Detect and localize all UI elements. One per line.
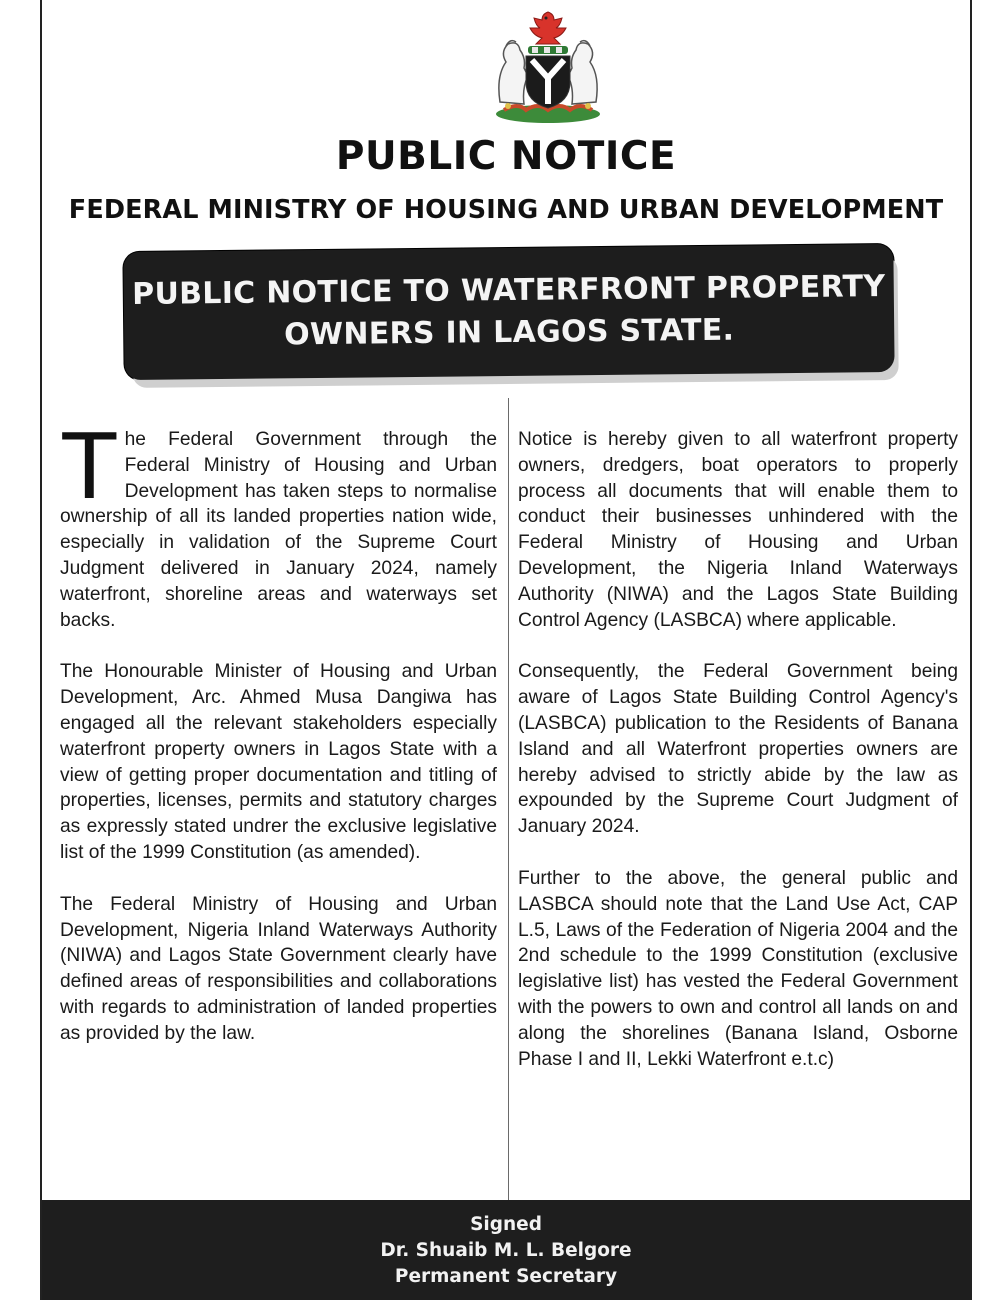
- left-column: [60, 412, 497, 1073]
- drop-cap: T: [60, 412, 119, 519]
- signed-label: Signed: [470, 1214, 542, 1235]
- right-column: [518, 427, 958, 1098]
- notice-page: [40, 0, 972, 1300]
- left-paragraph-3: The Federal Ministry of Housing and Urban Development, Nigeria Inland Waterways Authority (NIWA) and Lagos State Government clearly have defined areas of responsibilities and collaborations with regards to administration of landed properties as provided by the law.: [60, 893, 497, 1044]
- signatory-position: Permanent Secretary: [394, 1266, 618, 1287]
- right-paragraph-2: Consequently, the Federal Government being aware of Lagos State Building Control Agency's (LASBCA) publication to the Residents of Banana Island and all Waterfront properties owners are hereby advised to strictly abide by the law as expounded by the Supreme Court Judgment of January 2024.: [518, 661, 958, 838]
- notice-banner: [123, 244, 894, 380]
- signatory-name: Dr. Shuaib M. L. Belgore: [380, 1240, 632, 1261]
- left-paragraph-2: The Honourable Minister of Housing and Urban Development, Arc. Ahmed Musa Dangiwa has engaged all the relevant stakeholders especially waterfront property owners in Lagos State with a view of getting proper documentation and titling of properties, licenses, permits and statutory charges as expressly stated undrer the exclusive legislative list of the 1999 Constitution (as amended).: [60, 661, 497, 863]
- signature-footer: [42, 1200, 970, 1300]
- ministry-name: FEDERAL MINISTRY OF HOUSING AND URBAN DEVELOPMENT: [68, 195, 944, 225]
- coat-of-arms-icon: [478, 6, 618, 128]
- left-paragraph-1: [60, 412, 497, 633]
- banner-line-1: PUBLIC NOTICE TO WATERFRONT PROPERTY: [132, 269, 886, 312]
- right-paragraph-3: Further to the above, the general public and LASBCA should note that the Land Use Act, CAP L.5, Laws of the Federation of Nigeria 2004 and the 2nd schedule to the 1999 Constitution (exclusive legislative list) has vested the Federal Government with the powers to own and control all lands on and along the shorelines (Banana Island, Osborne Phase I and II, Lekki Waterfront e.t.c): [518, 867, 958, 1070]
- column-divider: [508, 398, 509, 1200]
- left-paragraph-1-text: he Federal Government through the Federal Ministry of Housing and Urban Development has taken steps to normalise ownership of all its landed properties nation wide, especially in validation of the Supreme Court Judgment delivered in January 2024, namely waterfront, shoreline areas and waterways set backs.: [60, 429, 497, 631]
- banner-line-2: OWNERS IN LAGOS STATE.: [283, 312, 735, 353]
- right-paragraph-1: Notice is hereby given to all waterfront property owners, dredgers, boat operators to properly process all documents that will enable them to conduct their businesses unhindered with the Federal Ministry of Housing and Urban Development, the Nigeria Inland Waterways Authority (NIWA) and the Lagos State Building Control Agency (LASBCA) where applicable.: [518, 429, 958, 631]
- page-title: PUBLIC NOTICE: [335, 134, 677, 179]
